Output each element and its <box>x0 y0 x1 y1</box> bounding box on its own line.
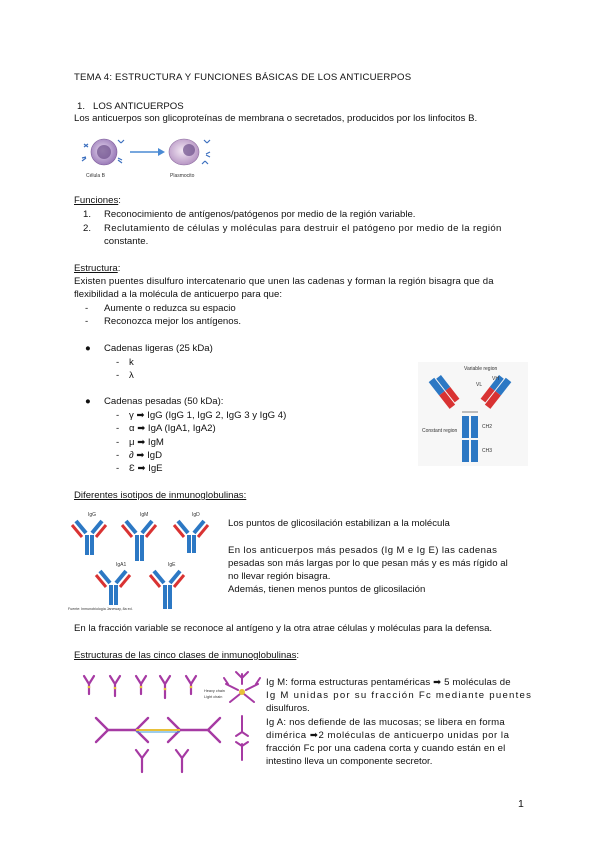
clases-heading: Estructuras de las cinco clases de inmunoglobulinas: <box>74 650 300 661</box>
dash: - <box>116 410 120 421</box>
isotipos-p2-2: pesadas son más largas por lo que pesan más y es más rígido al <box>228 558 508 569</box>
pentamer-figure <box>222 670 262 770</box>
svg-text:Heavy chain: Heavy chain <box>204 689 225 693</box>
ligeras-label: Cadenas ligeras (25 kDa) <box>104 343 213 354</box>
bcell-label: Célula B <box>86 173 105 179</box>
funcion-num-2: 2. <box>83 223 92 234</box>
dash: - <box>85 303 89 314</box>
igm-line-1: Ig M: forma estructuras pentaméricas ➡ 5 moléculas de <box>266 677 511 688</box>
intro-paragraph: Los anticuerpos son glicoproteínas de membrana o secretados, producidos por los linfocitos B. <box>74 113 478 124</box>
iga-line-4: intestino lleva un componente secretor. <box>266 756 433 767</box>
bullet-icon: ● <box>85 343 91 354</box>
dash: - <box>116 450 120 461</box>
vh-label: VH <box>492 376 499 382</box>
iga-shape <box>96 571 130 605</box>
dash: - <box>85 316 89 327</box>
iga-line-2: dimérica ➡2 moléculas de anticuerpo unidas por la <box>266 730 510 741</box>
pesada-epsilon: Ɛ ➡ IgE <box>129 463 163 474</box>
ch3-label: CH3 <box>482 448 493 454</box>
igg-shape <box>72 521 106 555</box>
bcell-plasmocyte-figure <box>74 132 224 182</box>
bcell-icon <box>82 139 124 165</box>
plasmocyte-icon <box>169 139 210 165</box>
isotypes-caption: Fuente: Inmunobiología Janeway, 8a ed. <box>68 607 133 611</box>
igd-label: IgD <box>192 512 200 518</box>
pesada-gamma: γ ➡ IgG (IgG 1, IgG 2, IgG 3 y IgG 4) <box>129 410 287 421</box>
isotipos-p2-3: no llevar región bisagra. <box>228 571 331 582</box>
section-heading: LOS ANTICUERPOS <box>93 101 184 112</box>
estructura-para-2: flexibilidad a la molécula de anticuerpo para que: <box>74 289 282 300</box>
isotipos-p2-1: En los anticuerpos más pesados (Ig M e Ig E) las cadenas <box>228 545 498 556</box>
estructura-heading: Estructura: <box>74 263 121 274</box>
funcion-num-1: 1. <box>83 209 92 220</box>
pesada-mu: μ ➡ IgM <box>129 437 164 448</box>
pesadas-label: Cadenas pesadas (50 kDa): <box>104 396 224 407</box>
funciones-heading: Funciones: <box>74 195 121 206</box>
dash: - <box>116 370 120 381</box>
dash: - <box>116 437 120 448</box>
iga1-label: IgA1 <box>116 562 127 568</box>
antibody-structure-figure <box>418 362 528 466</box>
iga-line-3: fracción Fc por una cadena corta y cuando están en el <box>266 743 506 754</box>
igm-label: IgM <box>140 512 149 518</box>
svg-text:Light chain: Light chain <box>204 695 223 699</box>
igm-line-2: Ig M unidas por su fracción Fc mediante puentes <box>266 690 533 701</box>
dash: - <box>116 423 120 434</box>
igm-line-3: disulfuros. <box>266 703 310 714</box>
section-number: 1. <box>77 101 86 112</box>
funcion-text-2a: Reclutamiento de células y moléculas para destruir el patógeno por medio de la región <box>104 223 502 234</box>
dash-item-2: Reconozca mejor los antígenos. <box>104 316 242 327</box>
bullet-icon: ● <box>85 396 91 407</box>
ch2-label: CH2 <box>482 424 493 430</box>
variable-region-label: Variable region <box>464 366 498 372</box>
ige-shape <box>150 571 184 609</box>
isotipos-p3: Además, tienen menos puntos de glicosilación <box>228 584 426 595</box>
ligera-lambda: λ <box>129 370 134 381</box>
page-number: 1 <box>518 798 524 810</box>
fraccion-paragraph: En la fracción variable se reconoce al antígeno y la otra atrae células y moléculas para la defensa. <box>74 623 493 634</box>
ige-label: IgE <box>168 562 176 568</box>
page-title: TEMA 4: ESTRUCTURA Y FUNCIONES BÁSICAS DE LOS ANTICUERPOS <box>74 72 412 83</box>
dash: - <box>116 357 120 368</box>
igd-shape <box>174 521 208 553</box>
constant-region-label: Constant region <box>422 428 458 434</box>
pesada-alpha: α ➡ IgA (IgA1, IgA2) <box>129 423 216 434</box>
plasmocyte-label: Plasmocito <box>170 173 195 179</box>
estructura-para-1: Existen puentes disulfuro intercatenario que unen las cadenas y forman la región bisagra que da <box>74 276 494 287</box>
funcion-text-1: Reconocimiento de antígenos/patógenos por medio de la región variable. <box>104 209 416 220</box>
iga-line-1: Ig A: nos defiende de las mucosas; se libera en forma <box>266 717 505 728</box>
dash: - <box>116 463 120 474</box>
igg-label: IgG <box>88 512 97 518</box>
funcion-text-2b: constante. <box>104 236 149 247</box>
isotipos-heading: Diferentes isotipos de inmunoglobulinas: <box>74 490 247 501</box>
pesada-delta: ∂ ➡ IgD <box>129 450 163 461</box>
ligera-k: k <box>129 357 134 368</box>
igm-shape <box>122 521 156 561</box>
isotypes-figure <box>68 507 218 611</box>
dash-item-1: Aumente o reduzca su espacio <box>104 303 236 314</box>
isotipos-p1: Los puntos de glicosilación estabilizan a la molécula <box>228 518 450 529</box>
vl-label: VL <box>476 382 483 388</box>
